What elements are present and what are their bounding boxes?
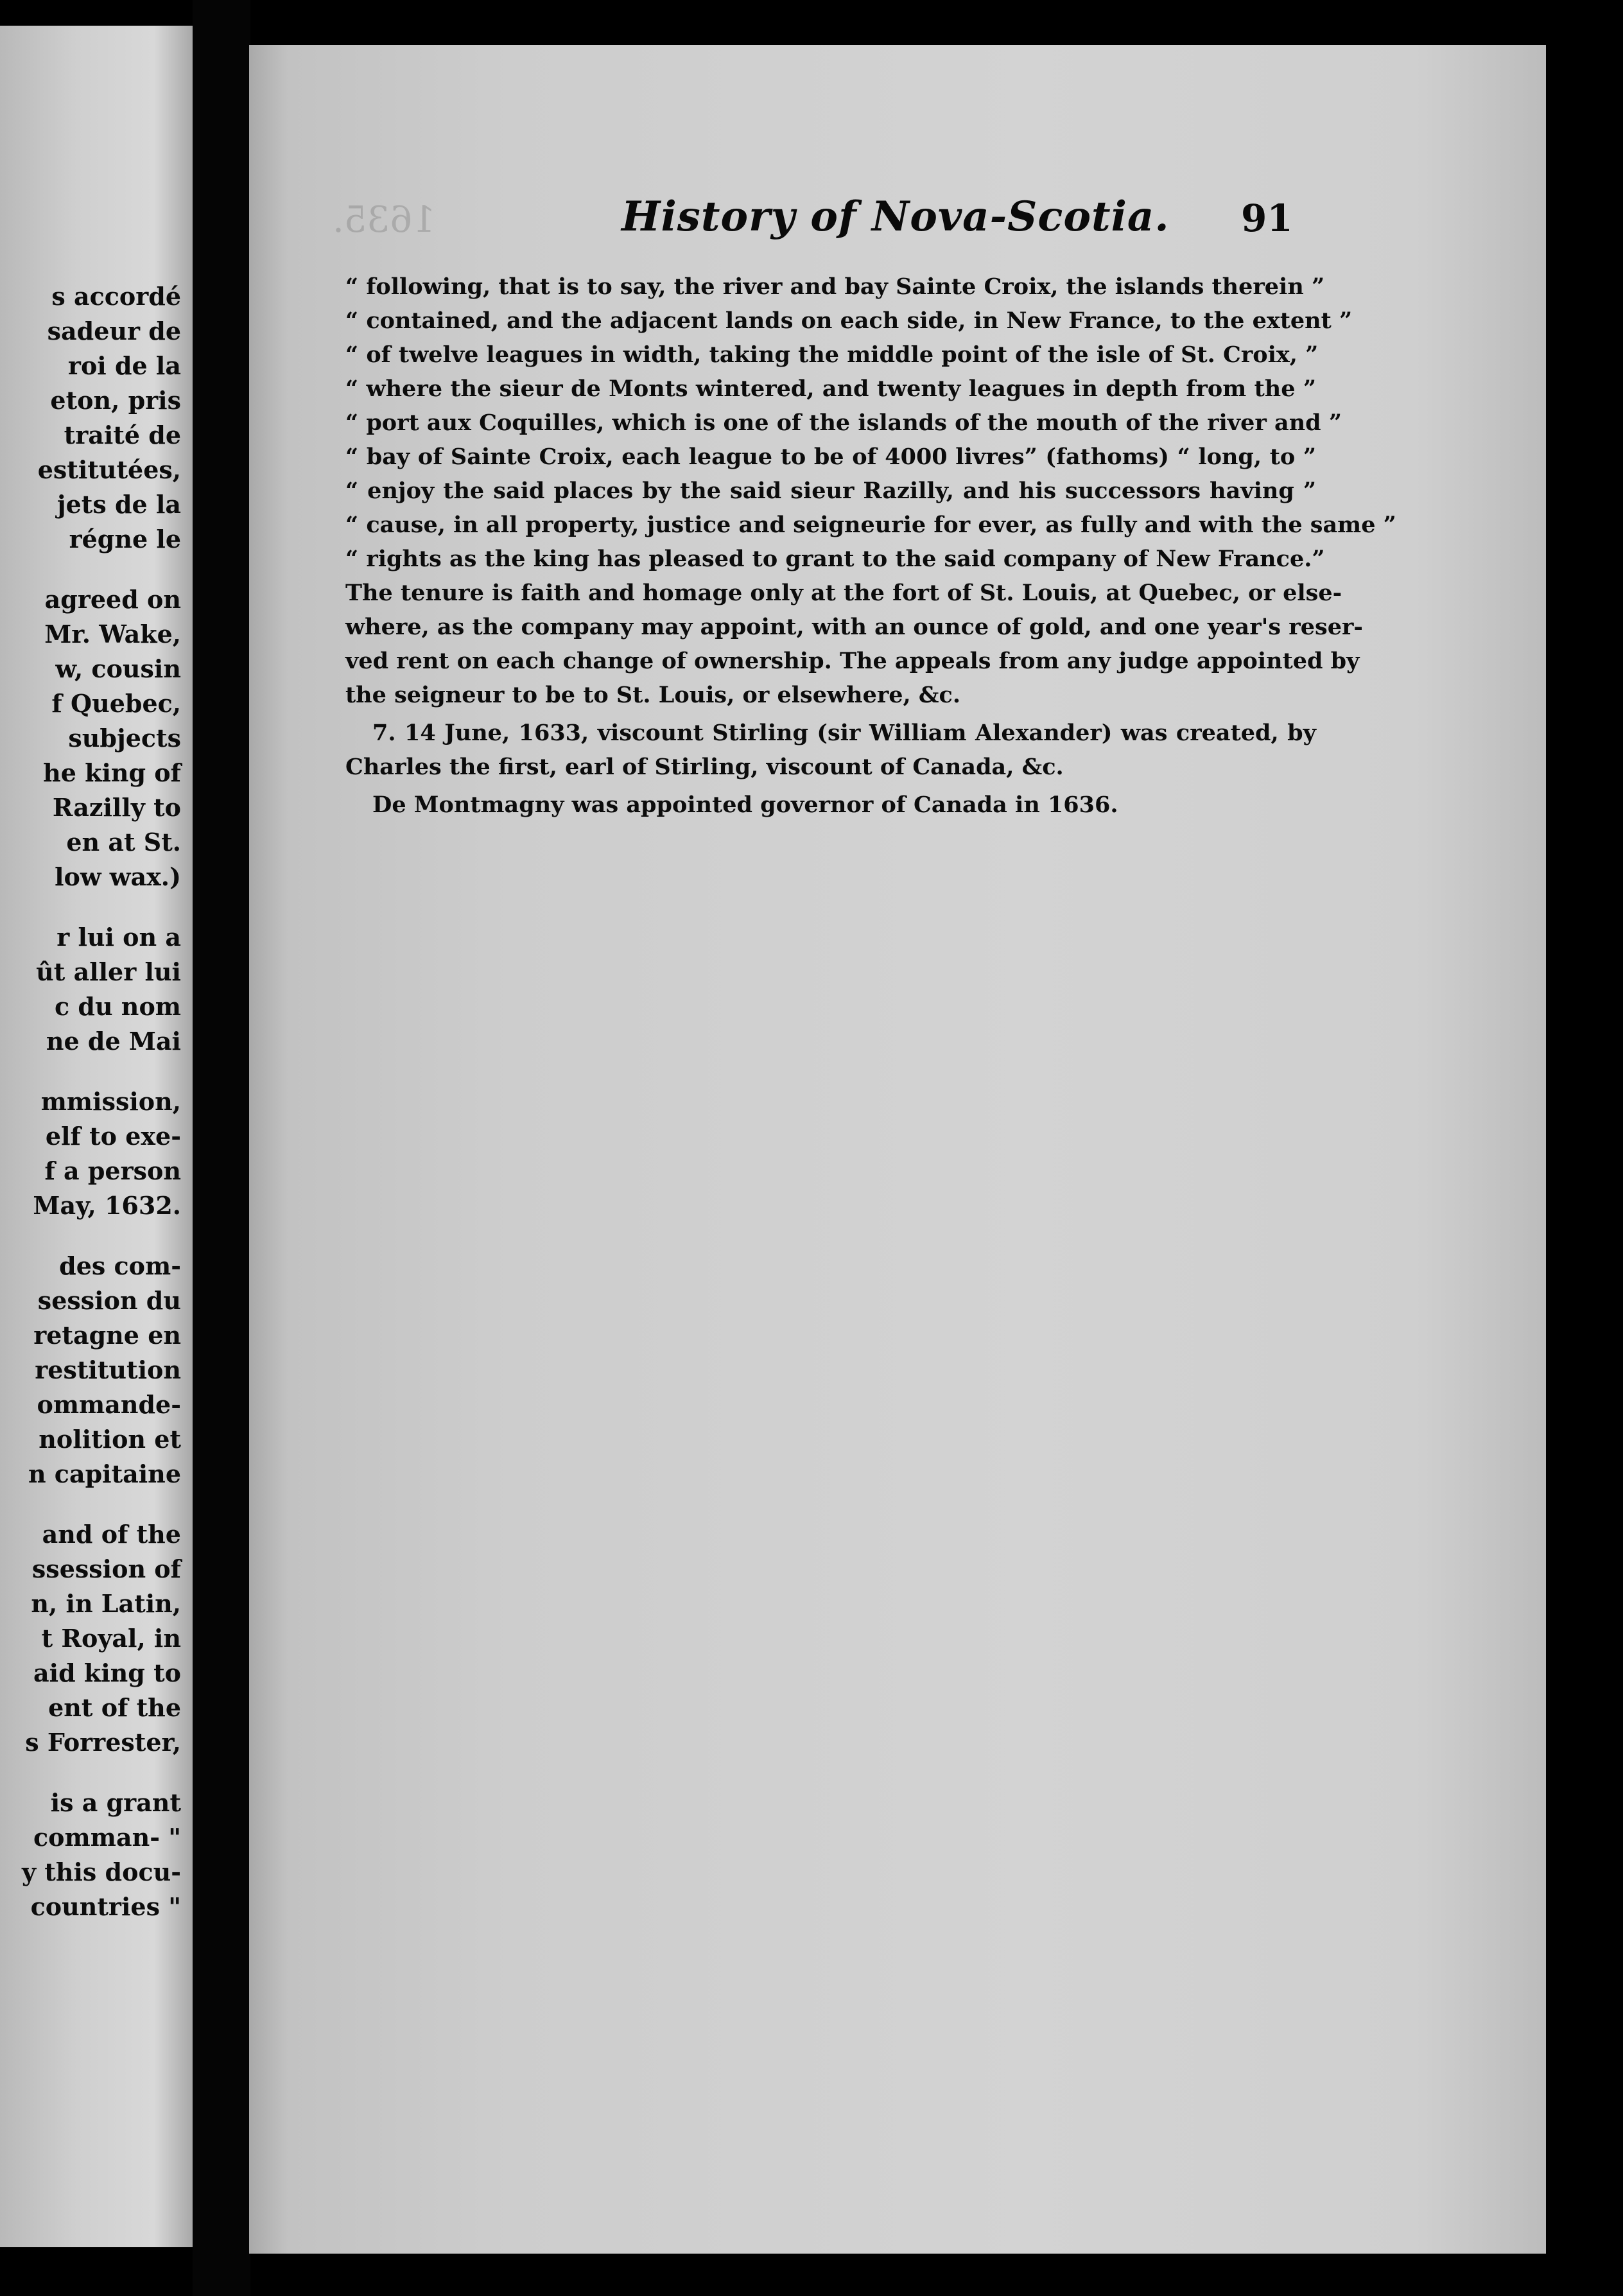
- left-page-line: s Forrester,: [25, 1728, 181, 1757]
- left-page-line: en at St.: [66, 828, 181, 857]
- line-gap: [22, 894, 181, 920]
- left-page-line: c du nom: [55, 992, 181, 1021]
- text-line: “ following, that is to say, the river and bay Sainte Croix, the islands therein ”: [345, 274, 1325, 300]
- left-page-line: ssession of: [31, 1554, 181, 1583]
- left-page-line: jets de la: [56, 490, 181, 519]
- left-page-line: low wax.): [55, 862, 181, 891]
- left-page-line: des com-: [59, 1251, 181, 1280]
- left-page-line: he king of: [43, 758, 181, 787]
- text-line: Charles the first, earl of Stirling, viscount of Canada, &c.: [345, 754, 1064, 780]
- left-page-line: régne le: [69, 525, 181, 553]
- running-title: History of Nova-Scotia.: [621, 193, 1170, 241]
- text-line: 7. 14 June, 1633, viscount Stirling (sir William Alexander) was created, by: [372, 720, 1316, 746]
- line-gap: [22, 1059, 181, 1084]
- text-line: ved rent on each change of ownership. The appeals from any judge appointed by: [345, 648, 1360, 674]
- left-page-line: y this docu-: [21, 1857, 181, 1886]
- left-page-line: r lui on a: [56, 923, 181, 952]
- left-page-line: retagne en: [33, 1321, 181, 1350]
- left-page-line: aid king to: [33, 1658, 181, 1687]
- paragraph-stirling: [345, 716, 1316, 784]
- page-number: 91: [1241, 196, 1293, 240]
- left-page-line: May, 1632.: [33, 1191, 181, 1220]
- book-gutter: [193, 0, 250, 2296]
- left-page-line: ommande-: [37, 1390, 181, 1419]
- text-line: “ where the sieur de Monts wintered, and twenty leagues in depth from the ”: [345, 376, 1316, 402]
- left-page-line: w, cousin: [55, 654, 181, 683]
- left-page-line: f Quebec,: [51, 689, 181, 718]
- left-page-line: ent of the: [48, 1693, 181, 1722]
- left-page-line: restitution: [35, 1355, 181, 1384]
- text-line: “ cause, in all property, justice and seigneurie for ever, as fully and with the same ”: [345, 512, 1396, 538]
- text-line: where, as the company may appoint, with an ounce of gold, and one year's reser-: [345, 614, 1363, 640]
- running-head: [249, 193, 1546, 263]
- left-page-line: mmission,: [40, 1087, 181, 1116]
- text-line: “ rights as the king has pleased to grant to the said company of New France.”: [345, 546, 1325, 572]
- text-line: “ contained, and the adjacent lands on each side, in New France, to the extent ”: [345, 308, 1353, 334]
- text-line: The tenure is faith and homage only at the fort of St. Louis, at Quebec, or else-: [345, 580, 1342, 606]
- text-line: “ port aux Coquilles, which is one of the islands of the mouth of the river and ”: [345, 410, 1342, 436]
- text-line: De Montmagny was appointed governor of Canada in 1636.: [372, 792, 1118, 818]
- left-page-line: comman- ": [33, 1823, 181, 1852]
- text-line: “ bay of Sainte Croix, each league to be of 4000 livres” (fathoms) “ long, to ”: [345, 444, 1316, 470]
- left-page-line: n capitaine: [28, 1459, 181, 1488]
- body-text: [345, 270, 1396, 822]
- left-page-line: subjects: [68, 724, 181, 752]
- line-gap: [22, 557, 181, 582]
- left-page-line: n, in Latin,: [31, 1589, 181, 1618]
- left-page-line: countries ": [30, 1892, 181, 1921]
- text-line: the seigneur to be to St. Louis, or elsewhere, &c.: [345, 682, 961, 708]
- left-page-line: sadeur de: [47, 317, 181, 345]
- left-page-line: s accordé: [51, 282, 181, 311]
- show-through-header: 1635.: [333, 199, 436, 241]
- line-gap: [22, 1492, 181, 1517]
- paragraph-charter-quote: [345, 270, 1396, 712]
- left-page-line: traité de: [64, 421, 181, 449]
- left-page-line: Mr. Wake,: [44, 620, 181, 648]
- left-page-line: is a grant: [50, 1788, 181, 1817]
- left-page-line: nolition et: [39, 1425, 181, 1454]
- left-page-line: Razilly to: [52, 793, 181, 822]
- text-line: “ of twelve leagues in width, taking the middle point of the isle of St. Croix, ”: [345, 342, 1319, 368]
- left-page-line: elf to exe-: [45, 1122, 181, 1151]
- left-page-line: f a person: [44, 1156, 181, 1185]
- left-page-line: t Royal, in: [41, 1624, 181, 1653]
- left-page-line: eton, pris: [50, 386, 181, 415]
- left-page-line: agreed on: [44, 585, 181, 614]
- paragraph-montmagny: [345, 788, 1316, 822]
- left-page-line: ût aller lui: [36, 957, 181, 986]
- left-page-line: and of the: [42, 1520, 181, 1549]
- left-page-text: [22, 279, 181, 1924]
- left-page-line: ne de Mai: [46, 1027, 181, 1056]
- adjacent-left-page: [0, 26, 193, 2247]
- line-gap: [22, 1223, 181, 1249]
- book-page: [249, 45, 1546, 2254]
- left-page-line: roi de la: [67, 351, 181, 380]
- left-page-line: estitutées,: [37, 455, 181, 484]
- text-line: “ enjoy the said places by the said sieur Razilly, and his successors having ”: [345, 478, 1316, 504]
- line-gap: [22, 1760, 181, 1786]
- left-page-line: session du: [37, 1286, 181, 1315]
